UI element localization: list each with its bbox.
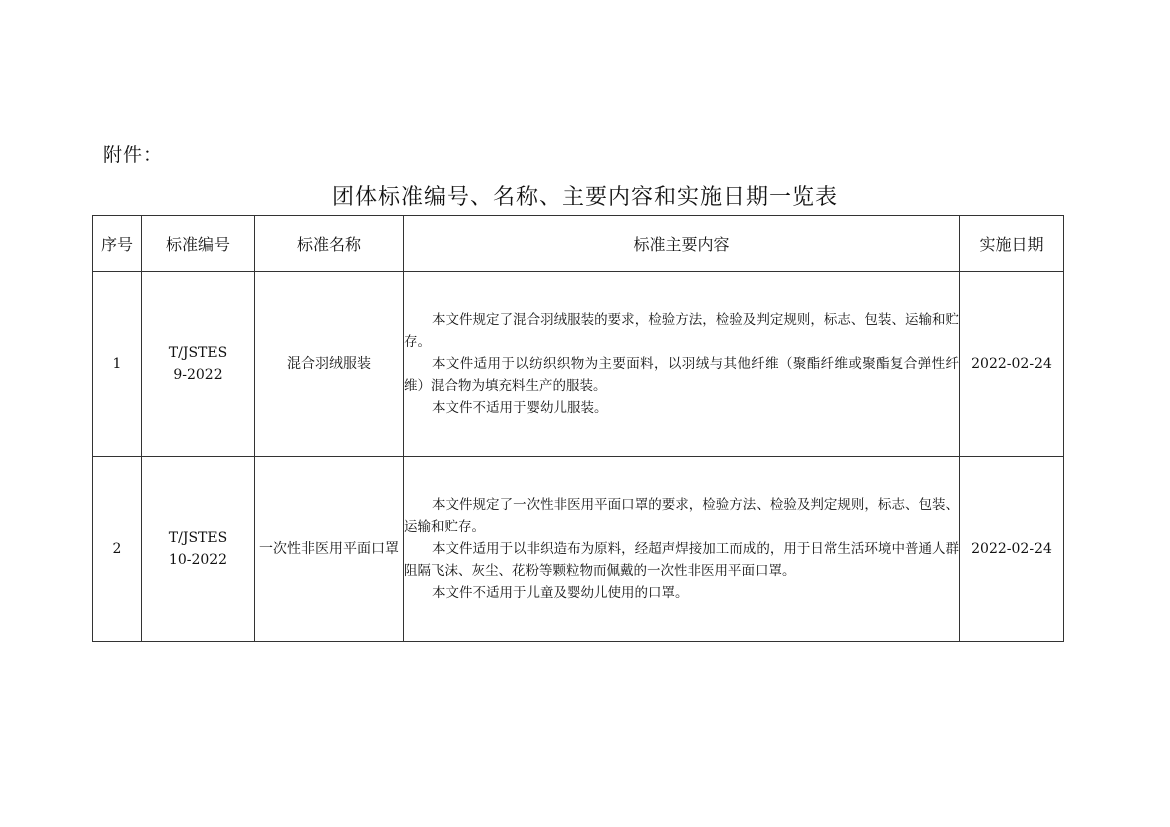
name-cell: 一次性非医用平面口罩 [255,457,404,642]
code-cell [142,272,255,457]
name-cell: 混合羽绒服装 [255,272,404,457]
table-row [93,457,1064,642]
date-cell: 2022-02-24 [960,272,1064,457]
table-header-row [93,216,1064,272]
attachment-label: 附件： [103,144,164,166]
code-prefix: T/JSTES [168,345,228,361]
date-cell: 2022-02-24 [960,457,1064,642]
content-cell [404,457,960,642]
header-date: 实施日期 [960,216,1064,272]
seq-cell: 1 [93,272,142,457]
header-seq: 序号 [93,216,142,272]
seq-cell: 2 [93,457,142,642]
header-name: 标准名称 [255,216,404,272]
code-number: 10-2022 [168,552,228,568]
code-number: 9-2022 [173,367,223,383]
content-paragraph: 本文件规定了一次性非医用平面口罩的要求，检验方法、检验及判定规则，标志、包装、运输和贮存。 [404,497,959,535]
content-cell [404,272,960,457]
code-prefix: T/JSTES [168,530,228,546]
header-content: 标准主要内容 [404,216,960,272]
content-paragraph: 本文件不适用于婴幼儿服装。 [432,400,608,416]
content-paragraph: 本文件不适用于儿童及婴幼儿使用的口罩。 [432,585,689,601]
content-paragraph: 本文件适用于以纺织织物为主要面料，以羽绒与其他纤维（聚酯纤维或聚酯复合弹性纤维）混合物为填充料生产的服装。 [404,356,959,394]
code-cell [142,457,255,642]
table-row [93,272,1064,457]
content-paragraph: 本文件规定了混合羽绒服装的要求，检验方法，检验及判定规则，标志、包装、运输和贮存。 [404,312,959,350]
page-title: 团体标准编号、名称、主要内容和实施日期一览表 [331,185,838,210]
standards-table [92,215,1064,642]
content-paragraph: 本文件适用于以非织造布为原料，经超声焊接加工而成的，用于日常生活环境中普通人群阻隔飞沫、灰尘、花粉等颗粒物而佩戴的一次性非医用平面口罩。 [404,541,959,579]
header-code: 标准编号 [142,216,255,272]
